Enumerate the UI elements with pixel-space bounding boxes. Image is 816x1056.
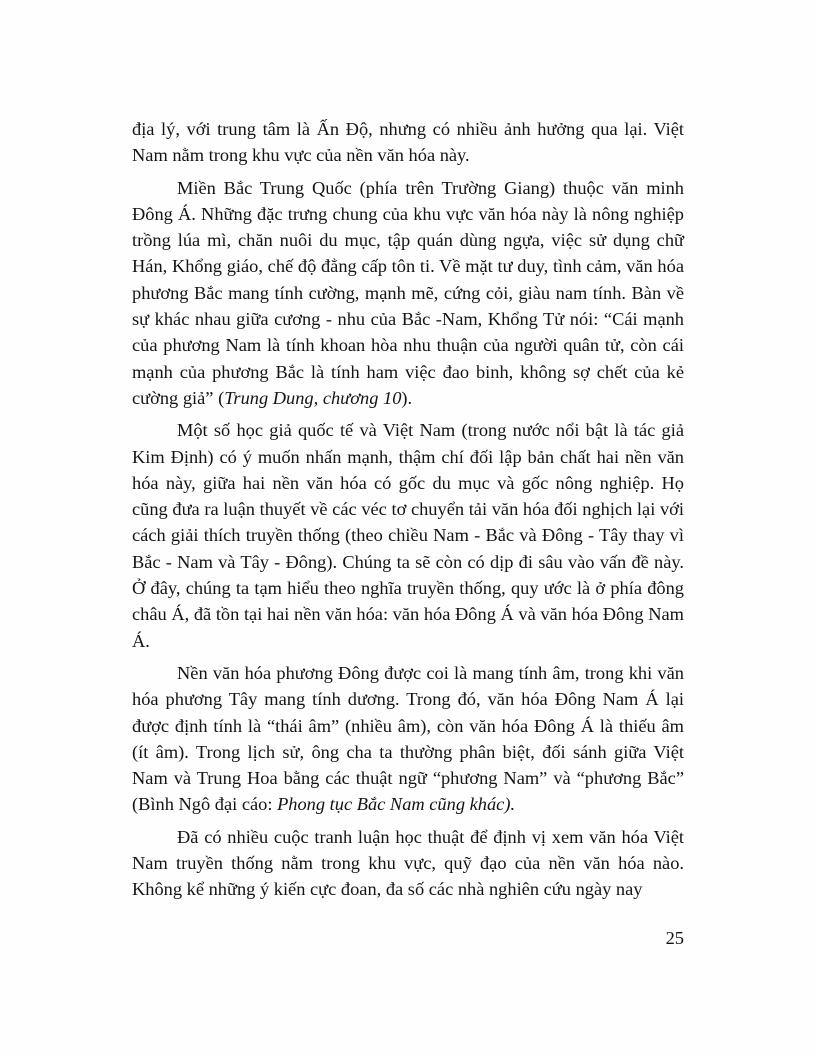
paragraph-5 <box>132 824 684 903</box>
paragraph-1 <box>132 116 684 169</box>
page-number: 25 <box>665 928 684 948</box>
paragraph-2-text: Miền Bắc Trung Quốc (phía trên Trường Giang) thuộc văn minh Đông Á. Những đặc trưng chung của khu vực văn hóa này là nông nghiệp trồng lúa mì, chăn nuôi du mục, tập quán dùng ngựa, việc sử dụng chữ Hán, Khổng giáo, chế độ đẳng cấp tôn ti. Về mặt tư duy, tình cảm, văn hóa phương Bắc mang tính cường, mạnh mẽ, cứng cỏi, giàu nam tính. Bàn về sự khác nhau giữa cương - nhu của Bắc -Nam, Khổng Tử nói: “Cái mạnh của phương Nam là tính khoan hòa nhu thuận của người quân tử, còn cái mạnh của phương Bắc là tính ham việc đao binh, không sợ chết của kẻ cường giả” ( <box>132 177 684 408</box>
paragraph-3 <box>132 417 684 654</box>
citation-trung-dung: Trung Dung, chương 10 <box>224 387 402 408</box>
page-body <box>132 116 684 909</box>
paragraph-4-text: Nền văn hóa phương Đông được coi là mang tính âm, trong khi văn hóa phương Tây mang tính dương. Trong đó, văn hóa Đông Nam Á lại được định tính là “thái âm” (nhiều âm), còn văn hóa Đông Á là thiếu âm (ít âm). Trong lịch sử, ông cha ta thường phân biệt, đối sánh giữa Việt Nam và Trung Hoa bằng các thuật ngữ “phương Nam” và “phương Bắc” (Bình Ngô đại cáo: <box>132 662 684 815</box>
paragraph-5-text: Đã có nhiều cuộc tranh luận học thuật để định vị xem văn hóa Việt Nam truyền thống nằm trong khu vực, quỹ đạo của nền văn hóa nào. Không kể những ý kiến cực đoan, đa số các nhà nghiên cứu ngày nay <box>132 826 684 900</box>
paragraph-2-text-end: ). <box>401 387 413 408</box>
paragraph-4 <box>132 660 684 818</box>
citation-binh-ngo-dai-cao: Phong tục Bắc Nam cũng khác). <box>277 794 516 815</box>
paragraph-1-text: địa lý, với trung tâm là Ấn Độ, nhưng có nhiều ảnh hưởng qua lại. Việt Nam nằm trong khu vực của nền văn hóa này. <box>132 119 684 166</box>
paragraph-2 <box>132 175 684 412</box>
paragraph-3-text: Một số học giả quốc tế và Việt Nam (trong nước nổi bật là tác giả Kim Định) có ý muốn nhấn mạnh, thậm chí đối lập bản chất hai nền văn hóa này, giữa hai nền văn hóa có gốc du mục và gốc nông nghiệp. Họ cũng đưa ra luận thuyết về các véc tơ chuyển tải văn hóa đối nghịch lại với cách giải thích truyền thống (theo chiều Nam - Bắc và Đông - Tây thay vì Bắc - Nam và Tây - Đông). Chúng ta sẽ còn có dịp đi sâu vào vấn đề này. Ở đây, chúng ta tạm hiểu theo nghĩa truyền thống, quy ước là ở phía đông châu Á, đã tồn tại hai nền văn hóa: văn hóa Đông Á và văn hóa Đông Nam Á. <box>132 420 684 651</box>
